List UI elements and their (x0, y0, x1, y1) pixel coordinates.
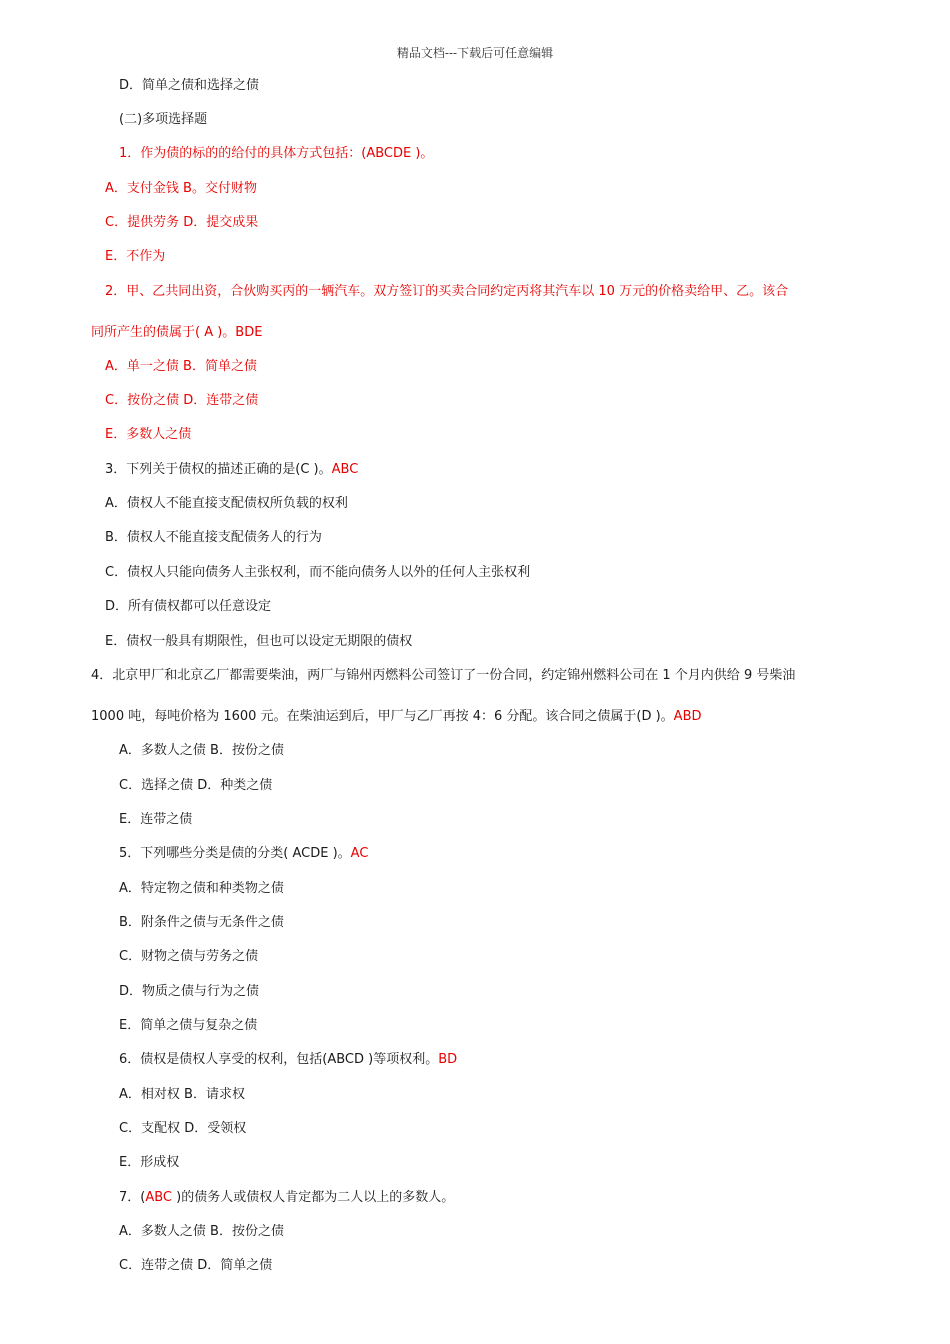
answer-mark: BD (438, 1052, 458, 1067)
text-line (105, 462, 358, 478)
text-line (91, 325, 262, 341)
text-line (105, 249, 165, 265)
line-text: E．形成权 (119, 1155, 180, 1170)
line-text: E．不作为 (105, 249, 166, 264)
line-text: E．连带之债 (119, 812, 193, 827)
line-text: D．所有债权都可以任意设定 (105, 599, 272, 614)
line-text: D．物质之债与行为之债 (119, 984, 260, 999)
line-text: C．支配权 D．受领权 (119, 1121, 247, 1136)
text-line (119, 812, 192, 828)
text-line (119, 743, 284, 759)
text-line (119, 1052, 457, 1068)
line-text: 1000 吨，每吨价格为 1600 元。在柴油运到后，甲厂与乙厂再按 4：6 分配。该合同之债属于(D )。 (91, 709, 674, 724)
text-line (119, 112, 207, 128)
line-text: 3．下列关于债权的描述正确的是(C )。 (105, 462, 332, 477)
text-line (119, 846, 368, 862)
text-line (105, 634, 412, 650)
line-text: A．多数人之债 B．按份之债 (119, 743, 284, 758)
text-line (119, 146, 433, 162)
line-text: A．多数人之债 B．按份之债 (119, 1224, 284, 1239)
text-line (105, 496, 348, 512)
text-line (119, 1155, 179, 1171)
text-line (105, 215, 258, 231)
line-text: D．简单之债和选择之债 (119, 78, 260, 93)
line-text-rest: )的债务人或债权人肯定都为二人以上的多数人。 (172, 1190, 455, 1205)
text-line (119, 881, 284, 897)
text-line (105, 284, 788, 300)
line-text: B．债权人不能直接支配债务人的行为 (105, 530, 322, 545)
line-text: E．简单之债与复杂之债 (119, 1018, 258, 1033)
text-line (119, 1018, 257, 1034)
text-line (91, 668, 795, 684)
line-text: 4．北京甲厂和北京乙厂都需要柴油，两厂与锦州丙燃料公司签订了一份合同，约定锦州燃料公司在 1 个月内供给 9 号柴油 (91, 668, 796, 683)
line-text: A．支付金钱 B。交付财物 (105, 181, 257, 196)
line-text: C．财物之债与劳务之债 (119, 949, 259, 964)
text-line (105, 530, 322, 546)
answer-mark: AC (350, 846, 369, 861)
line-text: A．债权人不能直接支配债权所负载的权利 (105, 496, 348, 511)
text-line (119, 1121, 246, 1137)
line-text: 7．( (119, 1190, 146, 1205)
text-line (105, 565, 530, 581)
answer-mark: ABD (673, 709, 702, 724)
text-line (105, 427, 191, 443)
text-line (119, 78, 259, 94)
answer-mark: ABC (331, 462, 359, 477)
line-text: 2．甲、乙共同出资，合伙购买丙的一辆汽车。双方签订的买卖合同约定丙将其汽车以 10 万元的价格卖给甲、乙。该合 (105, 284, 789, 299)
text-line (119, 1258, 272, 1274)
line-text: 同所产生的债属于( A )。BDE (91, 325, 263, 340)
text-line (105, 359, 257, 375)
text-line (105, 599, 271, 615)
line-text: 5．下列哪些分类是债的分类( ACDE )。 (119, 846, 351, 861)
line-text: (二)多项选择题 (119, 112, 208, 127)
line-text: C．按份之债 D．连带之债 (105, 393, 259, 408)
page-header: 精品文档---下载后可任意编辑 (396, 46, 554, 60)
text-line (119, 1190, 454, 1206)
line-text: E．多数人之债 (105, 427, 192, 442)
line-text: C．提供劳务 D．提交成果 (105, 215, 259, 230)
line-text: C．债权人只能向债务人主张权利，而不能向债务人以外的任何人主张权利 (105, 565, 531, 580)
text-line (119, 949, 258, 965)
text-line (105, 393, 258, 409)
text-line (119, 1224, 284, 1240)
text-line (91, 709, 702, 725)
text-line (105, 181, 257, 197)
line-text: C．连带之债 D．简单之债 (119, 1258, 273, 1273)
answer-mark: ABC (145, 1190, 173, 1205)
line-text: A．特定物之债和种类物之债 (119, 881, 284, 896)
text-line (119, 984, 259, 1000)
line-text: A．相对权 B．请求权 (119, 1087, 245, 1102)
line-text: A．单一之债 B．简单之债 (105, 359, 257, 374)
line-text: C．选择之债 D．种类之债 (119, 778, 273, 793)
line-text: B．附条件之债与无条件之债 (119, 915, 284, 930)
line-text: 1．作为债的标的的给付的具体方式包括：(ABCDE )。 (119, 146, 434, 161)
text-line (119, 1087, 245, 1103)
text-line (119, 915, 284, 931)
line-text: 6．债权是债权人享受的权利，包括(ABCD )等项权利。 (119, 1052, 439, 1067)
text-line (119, 778, 272, 794)
line-text: E．债权一般具有期限性，但也可以设定无期限的债权 (105, 634, 413, 649)
